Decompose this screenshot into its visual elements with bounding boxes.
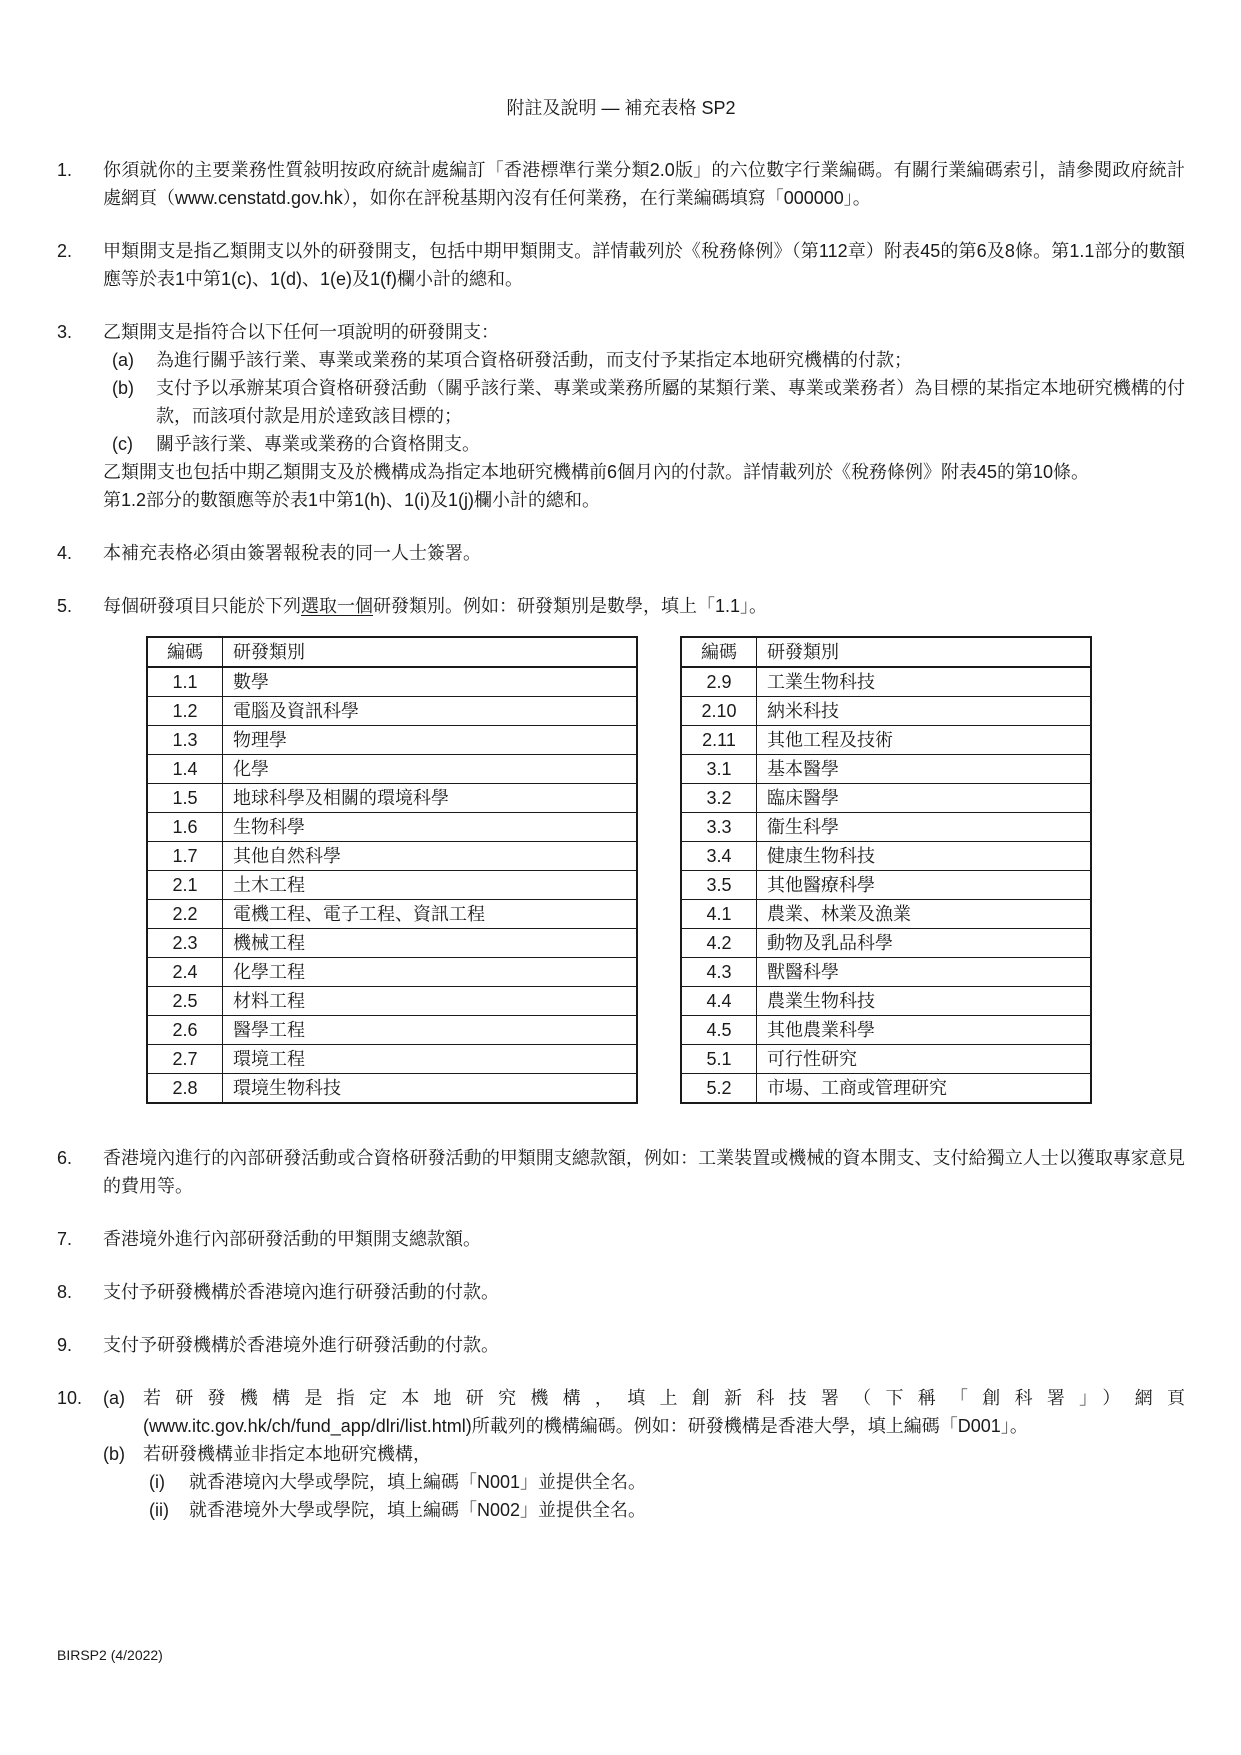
table-row bbox=[147, 900, 637, 929]
note-1 bbox=[57, 156, 1185, 212]
code-cell: 4.5 bbox=[681, 1016, 757, 1045]
table-row bbox=[681, 813, 1091, 842]
form-code-footer: BIRSP2 (4/2022) bbox=[57, 1647, 163, 1663]
note-10-item-b-ii bbox=[143, 1496, 1185, 1524]
note-number: 4. bbox=[57, 543, 73, 563]
sub-item-text: 為進行關乎該行業、專業或業務的某項合資格研發活動，而支付予某指定本地研究機構的付款； bbox=[156, 350, 912, 370]
code-cell: 2.5 bbox=[147, 987, 223, 1016]
sub-item-label: (a) bbox=[112, 350, 134, 370]
sub-item-label: (i) bbox=[149, 1472, 165, 1492]
table-row bbox=[681, 1074, 1091, 1104]
note-text: 香港境外進行內部研發活動的甲類開支總款額。 bbox=[103, 1229, 481, 1249]
table-row bbox=[681, 842, 1091, 871]
code-cell: 5.2 bbox=[681, 1074, 757, 1104]
category-cell: 土木工程 bbox=[223, 871, 638, 900]
note-7 bbox=[57, 1225, 1185, 1253]
code-cell: 1.2 bbox=[147, 697, 223, 726]
note-10-item-b-i bbox=[143, 1468, 1185, 1496]
note-text: 本補充表格必須由簽署報稅表的同一人士簽署。 bbox=[103, 543, 481, 563]
header-code-cell: 編碼 bbox=[681, 637, 757, 667]
note-10-a-rest: (www.itc.gov.hk/ch/fund_app/dlri/list.html)所載列的機構編碼。例如：研發機構是香港大學，填上編碼「D001」。 bbox=[143, 1416, 1028, 1436]
category-cell: 環境生物科技 bbox=[223, 1074, 638, 1104]
code-cell: 4.3 bbox=[681, 958, 757, 987]
table-row bbox=[681, 726, 1091, 755]
note-5-pre: 每個研發項目只能於下列 bbox=[103, 596, 301, 616]
code-cell: 2.4 bbox=[147, 958, 223, 987]
rd-category-table-left bbox=[146, 636, 638, 1104]
header-code-cell: 編碼 bbox=[147, 637, 223, 667]
category-cell: 機械工程 bbox=[223, 929, 638, 958]
note-text bbox=[103, 1384, 1185, 1524]
table-row bbox=[147, 697, 637, 726]
code-cell: 2.6 bbox=[147, 1016, 223, 1045]
table-row bbox=[681, 1016, 1091, 1045]
category-cell: 電機工程、電子工程、資訊工程 bbox=[223, 900, 638, 929]
category-cell: 電腦及資訊科學 bbox=[223, 697, 638, 726]
category-cell: 醫學工程 bbox=[223, 1016, 638, 1045]
category-cell: 其他農業科學 bbox=[757, 1016, 1092, 1045]
table-row bbox=[147, 1016, 637, 1045]
sub-item-label: (b) bbox=[103, 1444, 125, 1464]
note-number: 1. bbox=[57, 160, 73, 180]
note-9 bbox=[57, 1331, 1185, 1359]
table-row bbox=[147, 1045, 637, 1074]
sub-item-text: 支付予以承辦某項合資格研發活動（關乎該行業、專業或業務所屬的某類行業、專業或業務者）為目標的某指定本地研究機構的付款，而該項付款是用於達致該目標的； bbox=[156, 378, 1185, 426]
code-cell: 2.8 bbox=[147, 1074, 223, 1104]
sub-item-text: 就香港境內大學或學院，填上編碼「N001」並提供全名。 bbox=[189, 1472, 647, 1492]
table-row bbox=[147, 726, 637, 755]
code-cell: 2.2 bbox=[147, 900, 223, 929]
note-10-item-a bbox=[103, 1384, 1185, 1440]
code-cell: 2.3 bbox=[147, 929, 223, 958]
code-cell: 1.3 bbox=[147, 726, 223, 755]
category-cell: 臨床醫學 bbox=[757, 784, 1092, 813]
note-text: 甲類開支是指乙類開支以外的研發開支，包括中期甲類開支。詳情載列於《稅務條例》（第112章）附表45的第6及8條。第1.1部分的數額應等於表1中第1(c)、1(d)、1(e)及1(f)欄小計的總和。 bbox=[103, 241, 1185, 289]
category-cell: 其他工程及技術 bbox=[757, 726, 1092, 755]
code-cell: 2.9 bbox=[681, 667, 757, 697]
code-cell: 3.2 bbox=[681, 784, 757, 813]
table-row bbox=[681, 958, 1091, 987]
table-row bbox=[681, 667, 1091, 697]
category-cell: 動物及乳品科學 bbox=[757, 929, 1092, 958]
code-cell: 4.2 bbox=[681, 929, 757, 958]
code-cell: 1.5 bbox=[147, 784, 223, 813]
category-cell: 化學工程 bbox=[223, 958, 638, 987]
note-text: 支付予研發機構於香港境外進行研發活動的付款。 bbox=[103, 1335, 499, 1355]
page-title: 附註及說明 — 補充表格 SP2 bbox=[506, 98, 736, 118]
category-cell: 獸醫科學 bbox=[757, 958, 1092, 987]
sub-item-text: 關乎該行業、專業或業務的合資格開支。 bbox=[156, 434, 480, 454]
category-cell: 可行性研究 bbox=[757, 1045, 1092, 1074]
category-cell: 市場、工商或管理研究 bbox=[757, 1074, 1092, 1104]
category-cell: 農業生物科技 bbox=[757, 987, 1092, 1016]
category-cell: 生物科學 bbox=[223, 813, 638, 842]
note-text bbox=[103, 592, 1185, 620]
code-cell: 2.10 bbox=[681, 697, 757, 726]
note-5-post: 研發類別。例如：研發類別是數學，填上「1.1」。 bbox=[373, 596, 768, 616]
code-cell: 3.4 bbox=[681, 842, 757, 871]
category-cell: 材料工程 bbox=[223, 987, 638, 1016]
table-row bbox=[147, 784, 637, 813]
note-number: 2. bbox=[57, 241, 73, 261]
note-4 bbox=[57, 539, 1185, 567]
category-cell: 衞生科學 bbox=[757, 813, 1092, 842]
table-row bbox=[681, 900, 1091, 929]
note-3-item-a bbox=[103, 346, 1185, 374]
category-cell: 化學 bbox=[223, 755, 638, 784]
category-cell: 健康生物科技 bbox=[757, 842, 1092, 871]
code-cell: 2.11 bbox=[681, 726, 757, 755]
note-3-continuation: 乙類開支也包括中期乙類開支及於機構成為指定本地研究機構前6個月內的付款。詳情載列於《稅務條例》附表45的第10條。 bbox=[103, 462, 1090, 482]
note-text bbox=[103, 318, 1185, 514]
table-row bbox=[147, 958, 637, 987]
note-number: 7. bbox=[57, 1229, 73, 1249]
table-row bbox=[147, 987, 637, 1016]
note-number: 8. bbox=[57, 1282, 73, 1302]
sub-item-label: (b) bbox=[112, 378, 134, 398]
note-number: 3. bbox=[57, 322, 73, 342]
rd-category-table-right bbox=[680, 636, 1092, 1104]
note-2 bbox=[57, 237, 1185, 293]
code-cell: 1.1 bbox=[147, 667, 223, 697]
category-cell: 其他自然科學 bbox=[223, 842, 638, 871]
category-cell: 地球科學及相關的環境科學 bbox=[223, 784, 638, 813]
category-cell: 基本醫學 bbox=[757, 755, 1092, 784]
table-row bbox=[681, 755, 1091, 784]
note-3-item-b bbox=[103, 374, 1185, 430]
note-3-intro: 乙類開支是指符合以下任何一項說明的研發開支： bbox=[103, 322, 499, 342]
sub-item-text bbox=[143, 1384, 1185, 1440]
note-3-item-c bbox=[103, 430, 1185, 458]
note-number: 9. bbox=[57, 1335, 73, 1355]
note-text: 你須就你的主要業務性質敍明按政府統計處編訂「香港標準行業分類2.0版」的六位數字行業編碼。有關行業編碼索引，請參閱政府統計處網頁（www.censtatd.gov.hk），如你在評稅基期內沒有任何業務，在行業編碼填寫「000000」。 bbox=[103, 160, 1185, 208]
note-3-continuation-2: 第1.2部分的數額應等於表1中第1(h)、1(i)及1(j)欄小計的總和。 bbox=[103, 490, 601, 510]
table-row bbox=[147, 929, 637, 958]
code-cell: 1.7 bbox=[147, 842, 223, 871]
code-cell: 1.6 bbox=[147, 813, 223, 842]
code-cell: 4.4 bbox=[681, 987, 757, 1016]
table-row bbox=[147, 842, 637, 871]
code-cell: 3.1 bbox=[681, 755, 757, 784]
table-row bbox=[147, 755, 637, 784]
category-cell: 其他醫療科學 bbox=[757, 871, 1092, 900]
note-8 bbox=[57, 1278, 1185, 1306]
note-10-item-b bbox=[103, 1440, 1185, 1524]
table-header-row bbox=[147, 637, 637, 667]
sub-item-label: (c) bbox=[112, 434, 133, 454]
note-10 bbox=[57, 1384, 1185, 1524]
note-number: 5. bbox=[57, 596, 73, 616]
table-row bbox=[147, 813, 637, 842]
note-10-a-line1: 若研發機構是指定本地研究機構，填上創新科技署（下稱「創科署」）網頁 bbox=[143, 1388, 1185, 1408]
sub-item-label: (ii) bbox=[149, 1500, 169, 1520]
code-cell: 1.4 bbox=[147, 755, 223, 784]
note-number: 10. bbox=[57, 1388, 83, 1408]
note-5 bbox=[57, 592, 1185, 620]
note-text: 支付予研發機構於香港境內進行研發活動的付款。 bbox=[103, 1282, 499, 1302]
table-row bbox=[147, 667, 637, 697]
header-category-cell: 研發類別 bbox=[757, 637, 1092, 667]
note-5-underlined: 選取一個 bbox=[301, 596, 373, 616]
table-row bbox=[681, 987, 1091, 1016]
category-cell: 環境工程 bbox=[223, 1045, 638, 1074]
note-6 bbox=[57, 1144, 1185, 1200]
code-cell: 3.3 bbox=[681, 813, 757, 842]
table-header-row bbox=[681, 637, 1091, 667]
category-cell: 工業生物科技 bbox=[757, 667, 1092, 697]
table-row bbox=[681, 929, 1091, 958]
code-cell: 5.1 bbox=[681, 1045, 757, 1074]
table-row bbox=[681, 697, 1091, 726]
table-row bbox=[147, 871, 637, 900]
sub-item-label: (a) bbox=[103, 1388, 125, 1408]
category-cell: 數學 bbox=[223, 667, 638, 697]
note-3 bbox=[57, 318, 1185, 514]
code-cell: 4.1 bbox=[681, 900, 757, 929]
table-row bbox=[681, 871, 1091, 900]
category-cell: 物理學 bbox=[223, 726, 638, 755]
sub-item-text: 就香港境外大學或學院，填上編碼「N002」並提供全名。 bbox=[189, 1500, 647, 1520]
sub-item-text bbox=[143, 1440, 1185, 1524]
table-row bbox=[681, 1045, 1091, 1074]
code-cell: 2.1 bbox=[147, 871, 223, 900]
note-10-b-intro: 若研發機構並非指定本地研究機構， bbox=[143, 1444, 431, 1464]
code-cell: 3.5 bbox=[681, 871, 757, 900]
header-category-cell: 研發類別 bbox=[223, 637, 638, 667]
category-cell: 納米科技 bbox=[757, 697, 1092, 726]
rd-category-tables bbox=[146, 636, 1185, 1104]
table-row bbox=[147, 1074, 637, 1104]
category-cell: 農業、林業及漁業 bbox=[757, 900, 1092, 929]
note-number: 6. bbox=[57, 1148, 73, 1168]
table-row bbox=[681, 784, 1091, 813]
note-text: 香港境內進行的內部研發活動或合資格研發活動的甲類開支總款額，例如：工業裝置或機械的資本開支、支付給獨立人士以獲取專家意見的費用等。 bbox=[103, 1148, 1185, 1196]
code-cell: 2.7 bbox=[147, 1045, 223, 1074]
